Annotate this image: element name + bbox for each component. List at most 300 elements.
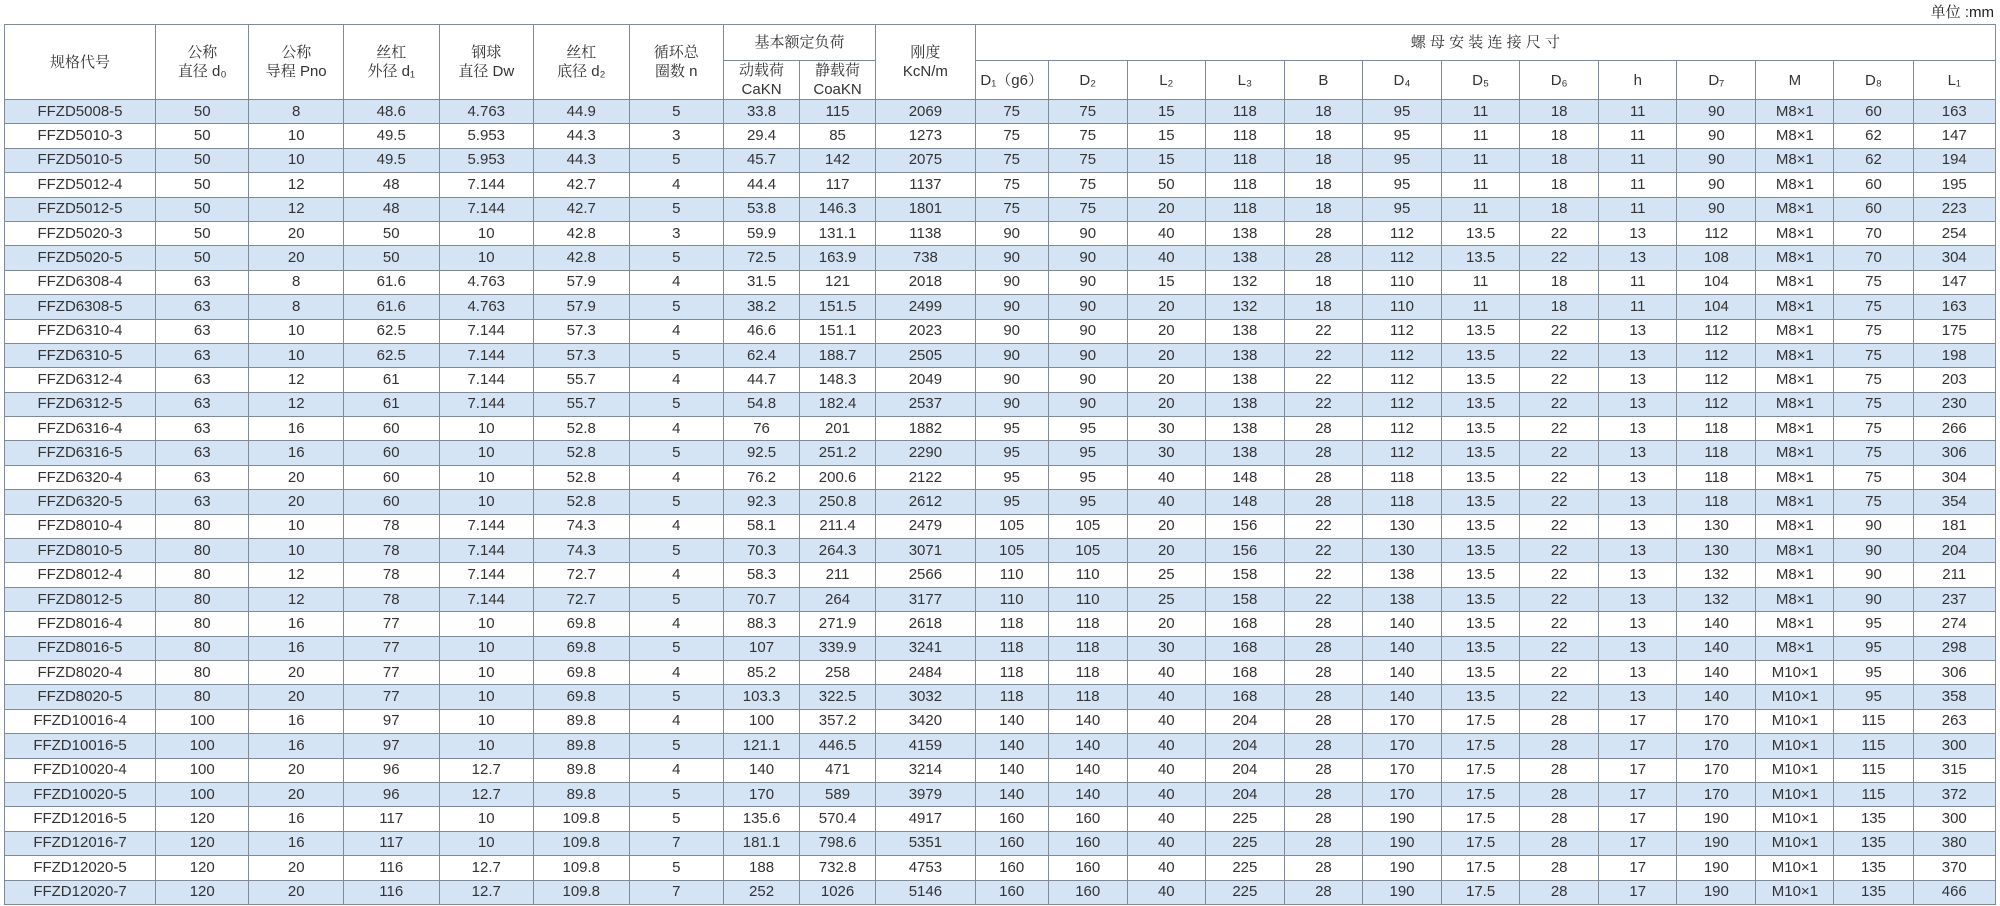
table-cell: 13 [1599,490,1677,514]
table-cell: 20 [249,685,344,709]
table-cell: FFZD10016-4 [5,709,156,733]
table-cell: 117 [800,173,876,197]
table-cell: 380 [1913,831,1995,855]
table-cell: 2484 [876,660,976,684]
table-cell: 63 [156,343,249,367]
table-cell: 30 [1127,636,1205,660]
table-cell: 28 [1284,417,1362,441]
table-cell: 11 [1599,295,1677,319]
table-cell: M8×1 [1756,563,1834,587]
table-cell: 20 [1127,514,1205,538]
table-cell: 95 [975,417,1048,441]
table-cell: 28 [1520,782,1599,806]
table-cell: 112 [1362,392,1441,416]
table-cell: 110 [1362,295,1441,319]
table-row [5,660,1996,684]
table-cell: 225 [1205,880,1284,904]
table-cell: 20 [1127,197,1205,221]
table-cell: 75 [1834,270,1913,294]
table-cell: 63 [156,392,249,416]
table-cell: 112 [1362,441,1441,465]
table-cell: 63 [156,270,249,294]
table-cell: 22 [1520,392,1599,416]
table-cell: 105 [975,514,1048,538]
table-cell: 17 [1599,734,1677,758]
table-cell: 40 [1127,465,1205,489]
table-cell: 30 [1127,417,1205,441]
table-cell: 95 [975,441,1048,465]
table-cell: 130 [1362,514,1441,538]
table-cell: M8×1 [1756,173,1834,197]
table-cell: FFZD6308-5 [5,295,156,319]
table-cell: 11 [1442,124,1520,148]
table-cell: 72.5 [724,246,800,270]
table-cell: 75 [1834,343,1913,367]
table-cell: 190 [1677,880,1756,904]
table-row [5,417,1996,441]
table-cell: 16 [249,831,344,855]
table-cell: 258 [800,660,876,684]
table-cell: 11 [1599,100,1677,124]
table-cell: 372 [1913,782,1995,806]
table-cell: M8×1 [1756,514,1834,538]
table-cell: 63 [156,465,249,489]
table-cell: 3177 [876,587,976,611]
header-ball-diameter: 钢球 直径 Dw [439,25,534,100]
table-cell: M8×1 [1756,465,1834,489]
table-cell: 13 [1599,343,1677,367]
table-cell: 181 [1913,514,1995,538]
table-cell: 322.5 [800,685,876,709]
table-cell: 156 [1205,539,1284,563]
table-cell: FFZD6316-5 [5,441,156,465]
table-cell: 112 [1362,417,1441,441]
table-cell: 28 [1520,856,1599,880]
table-cell: 156 [1205,514,1284,538]
table-cell: FFZD12016-7 [5,831,156,855]
table-cell: 138 [1362,563,1441,587]
table-cell: 170 [1677,709,1756,733]
table-cell: FFZD8020-4 [5,660,156,684]
table-cell: 158 [1205,563,1284,587]
table-cell: 50 [1127,173,1205,197]
table-cell: 105 [975,539,1048,563]
table-cell: 13.5 [1442,465,1520,489]
table-cell: 10 [439,660,534,684]
table-cell: 10 [439,734,534,758]
table-cell: FFZD12020-7 [5,880,156,904]
table-cell: 204 [1913,539,1995,563]
table-cell: 1273 [876,124,976,148]
table-cell: 10 [439,441,534,465]
table-cell: 570.4 [800,807,876,831]
table-cell: 20 [249,490,344,514]
table-cell: 117 [343,831,439,855]
table-cell: 40 [1127,856,1205,880]
table-cell: 118 [1048,685,1127,709]
table-cell: 115 [1834,782,1913,806]
table-cell: 95 [1362,124,1441,148]
table-row [5,392,1996,416]
table-cell: 78 [343,587,439,611]
table-cell: 10 [439,636,534,660]
table-cell: 28 [1284,636,1362,660]
header-screw-outer-diameter: 丝杠 外径 d₁ [343,25,439,100]
table-cell: 95 [1362,100,1441,124]
table-cell: 5 [629,807,724,831]
table-cell: M10×1 [1756,734,1834,758]
table-cell: 10 [249,514,344,538]
table-cell: 63 [156,295,249,319]
table-cell: 148.3 [800,368,876,392]
table-cell: 160 [1048,831,1127,855]
table-cell: 95 [975,465,1048,489]
table-cell: 116 [343,856,439,880]
table-cell: 28 [1284,612,1362,636]
table-cell: 112 [1677,319,1756,343]
table-cell: M8×1 [1756,343,1834,367]
table-cell: 5 [629,246,724,270]
table-cell: 90 [1834,514,1913,538]
table-cell: 170 [1362,709,1441,733]
header-nut-dimensions: 螺 母 安 装 连 接 尺 寸 [975,25,1995,61]
table-cell: 17 [1599,807,1677,831]
table-cell: 132 [1677,587,1756,611]
table-cell: 95 [1362,173,1441,197]
table-cell: 118 [1677,465,1756,489]
table-cell: 1801 [876,197,976,221]
table-cell: 110 [975,563,1048,587]
table-cell: 264.3 [800,539,876,563]
table-cell: 11 [1442,270,1520,294]
table-cell: 140 [975,709,1048,733]
table-cell: 107 [724,636,800,660]
table-cell: 2018 [876,270,976,294]
table-cell: 61.6 [343,295,439,319]
table-cell: 40 [1127,685,1205,709]
table-cell: 30 [1127,441,1205,465]
table-cell: M8×1 [1756,636,1834,660]
table-cell: FFZD8016-4 [5,612,156,636]
table-cell: 90 [1048,221,1127,245]
table-cell: 163 [1913,100,1995,124]
table-cell: 8 [249,270,344,294]
table-cell: 54.8 [724,392,800,416]
table-cell: 2566 [876,563,976,587]
table-cell: 74.3 [534,539,630,563]
table-cell: 45.7 [724,148,800,172]
table-cell: 50 [343,221,439,245]
table-cell: 18 [1520,148,1599,172]
table-cell: 63 [156,490,249,514]
table-cell: 7.144 [439,392,534,416]
table-cell: 75 [975,197,1048,221]
table-cell: 70 [1834,246,1913,270]
table-cell: 95 [975,490,1048,514]
table-cell: FFZD5010-3 [5,124,156,148]
table-cell: 96 [343,758,439,782]
table-cell: 4 [629,709,724,733]
table-cell: 170 [1677,782,1756,806]
header-screw-root-diameter: 丝杠 底径 d₂ [534,25,630,100]
table-cell: 118 [975,660,1048,684]
table-cell: 22 [1520,319,1599,343]
table-cell: 135 [1834,807,1913,831]
table-cell: 22 [1520,563,1599,587]
table-cell: 100 [156,734,249,758]
table-cell: 85.2 [724,660,800,684]
table-cell: 2290 [876,441,976,465]
table-cell: 138 [1205,221,1284,245]
table-row [5,246,1996,270]
table-cell: 17.5 [1442,709,1520,733]
table-cell: 112 [1362,368,1441,392]
table-cell: 11 [1442,148,1520,172]
table-row [5,612,1996,636]
table-cell: 90 [1677,148,1756,172]
table-cell: 5.953 [439,148,534,172]
table-cell: 75 [1048,124,1127,148]
table-cell: 108 [1677,246,1756,270]
table-row [5,465,1996,489]
table-cell: 109.8 [534,880,630,904]
table-cell: 118 [1048,660,1127,684]
table-cell: 4.763 [439,295,534,319]
table-cell: 75 [975,148,1048,172]
table-cell: 115 [1834,709,1913,733]
table-cell: 10 [249,319,344,343]
table-cell: 28 [1284,856,1362,880]
table-cell: 18 [1520,295,1599,319]
table-cell: 4 [629,465,724,489]
table-cell: 140 [975,782,1048,806]
table-cell: 10 [249,124,344,148]
table-cell: 142 [800,148,876,172]
table-cell: 115 [800,100,876,124]
table-cell: 190 [1677,856,1756,880]
table-row [5,295,1996,319]
table-cell: 22 [1520,368,1599,392]
table-cell: 251.2 [800,441,876,465]
table-cell: 10 [439,246,534,270]
table-cell: 75 [1834,295,1913,319]
table-cell: 80 [156,636,249,660]
table-cell: 160 [1048,880,1127,904]
table-cell: 90 [1677,197,1756,221]
table-cell: 466 [1913,880,1995,904]
table-cell: 112 [1362,221,1441,245]
table-cell: 20 [1127,392,1205,416]
table-cell: 4753 [876,856,976,880]
table-cell: 204 [1205,734,1284,758]
table-cell: 7 [629,831,724,855]
table-cell: 75 [1048,100,1127,124]
table-cell: 10 [439,612,534,636]
table-cell: 16 [249,734,344,758]
table-cell: 4 [629,758,724,782]
table-cell: 13 [1599,514,1677,538]
table-cell: 223 [1913,197,1995,221]
table-cell: 57.3 [534,343,630,367]
header-dim-b: B [1284,61,1362,100]
table-cell: 112 [1677,343,1756,367]
table-cell: 2499 [876,295,976,319]
table-cell: 90 [1834,539,1913,563]
table-cell: 4 [629,612,724,636]
table-cell: 75 [975,124,1048,148]
table-cell: FFZD6320-4 [5,465,156,489]
table-cell: 63 [156,368,249,392]
table-cell: 90 [1677,173,1756,197]
table-cell: 17.5 [1442,831,1520,855]
table-cell: 90 [975,392,1048,416]
table-cell: 28 [1284,734,1362,758]
table-cell: 140 [1362,636,1441,660]
table-cell: 62.5 [343,319,439,343]
table-cell: 132 [1677,563,1756,587]
table-cell: 75 [1834,465,1913,489]
table-cell: 95 [1048,441,1127,465]
table-row [5,709,1996,733]
header-static-load: 静载荷 CoaKN [800,61,876,100]
table-cell: 22 [1520,636,1599,660]
table-cell: 13 [1599,441,1677,465]
table-cell: 60 [343,465,439,489]
table-row [5,539,1996,563]
table-cell: 20 [1127,319,1205,343]
table-cell: 148 [1205,465,1284,489]
table-cell: M10×1 [1756,709,1834,733]
table-cell: FFZD6310-5 [5,343,156,367]
table-cell: 204 [1205,782,1284,806]
table-cell: 7.144 [439,587,534,611]
table-cell: 271.9 [800,612,876,636]
table-cell: 62 [1834,148,1913,172]
table-cell: 60 [343,490,439,514]
table-cell: 20 [249,758,344,782]
table-cell: 5 [629,441,724,465]
table-cell: 22 [1520,441,1599,465]
table-cell: 2049 [876,368,976,392]
table-cell: 12 [249,173,344,197]
table-cell: FFZD6308-4 [5,270,156,294]
table-cell: 225 [1205,831,1284,855]
table-cell: FFZD12020-5 [5,856,156,880]
header-model: 规格代号 [5,25,156,100]
table-cell: 4 [629,660,724,684]
table-row [5,490,1996,514]
table-cell: 90 [1048,270,1127,294]
table-cell: 4 [629,514,724,538]
table-cell: 225 [1205,807,1284,831]
table-cell: 304 [1913,465,1995,489]
table-cell: 135 [1834,880,1913,904]
table-cell: 112 [1677,392,1756,416]
table-cell: 16 [249,441,344,465]
table-cell: M8×1 [1756,417,1834,441]
table-cell: 13.5 [1442,514,1520,538]
table-cell: 2612 [876,490,976,514]
table-cell: 18 [1520,124,1599,148]
table-cell: 264 [800,587,876,611]
table-cell: 5 [629,734,724,758]
table-cell: 49.5 [343,124,439,148]
table-cell: 138 [1205,417,1284,441]
table-cell: 10 [439,685,534,709]
table-cell: 28 [1284,441,1362,465]
table-cell: 22 [1284,563,1362,587]
table-cell: 160 [1048,856,1127,880]
table-cell: M8×1 [1756,295,1834,319]
header-dim-d1: D₁（g6） [975,61,1048,100]
table-cell: 13 [1599,221,1677,245]
table-cell: 95 [1834,636,1913,660]
table-cell: 109.8 [534,807,630,831]
table-cell: 10 [249,343,344,367]
table-cell: 121.1 [724,734,800,758]
table-cell: 2618 [876,612,976,636]
table-cell: 90 [1048,295,1127,319]
header-dim-d6: D₆ [1520,61,1599,100]
table-cell: 357.2 [800,709,876,733]
table-cell: 12 [249,392,344,416]
table-cell: 11 [1442,295,1520,319]
table-cell: 95 [1362,148,1441,172]
table-row [5,563,1996,587]
table-cell: 13.5 [1442,660,1520,684]
table-cell: 148 [1205,490,1284,514]
table-cell: FFZD10016-5 [5,734,156,758]
table-cell: 62.4 [724,343,800,367]
table-cell: 358 [1913,685,1995,709]
table-cell: 76 [724,417,800,441]
table-cell: FFZD10020-5 [5,782,156,806]
table-cell: 13.5 [1442,246,1520,270]
table-cell: 118 [1205,197,1284,221]
table-cell: 5 [629,856,724,880]
table-cell: 25 [1127,587,1205,611]
table-cell: 95 [1048,465,1127,489]
table-cell: 130 [1677,539,1756,563]
table-cell: 109.8 [534,856,630,880]
table-cell: 250.8 [800,490,876,514]
table-cell: 306 [1913,660,1995,684]
table-cell: 140 [975,758,1048,782]
table-cell: FFZD8010-5 [5,539,156,563]
table-cell: 13 [1599,587,1677,611]
table-cell: 48.6 [343,100,439,124]
table-cell: 17.5 [1442,782,1520,806]
table-cell: 80 [156,612,249,636]
table-cell: 90 [975,270,1048,294]
table-cell: 7 [629,880,724,904]
table-cell: 50 [156,197,249,221]
table-cell: 70.3 [724,539,800,563]
table-cell: 140 [1362,612,1441,636]
table-cell: M8×1 [1756,441,1834,465]
table-cell: 11 [1442,197,1520,221]
table-cell: 115 [1834,734,1913,758]
table-cell: 446.5 [800,734,876,758]
table-cell: 140 [1048,782,1127,806]
table-cell: 92.3 [724,490,800,514]
table-row [5,782,1996,806]
table-cell: 80 [156,514,249,538]
table-cell: 28 [1284,880,1362,904]
table-cell: 15 [1127,148,1205,172]
table-cell: 138 [1205,368,1284,392]
table-cell: 105 [1048,539,1127,563]
